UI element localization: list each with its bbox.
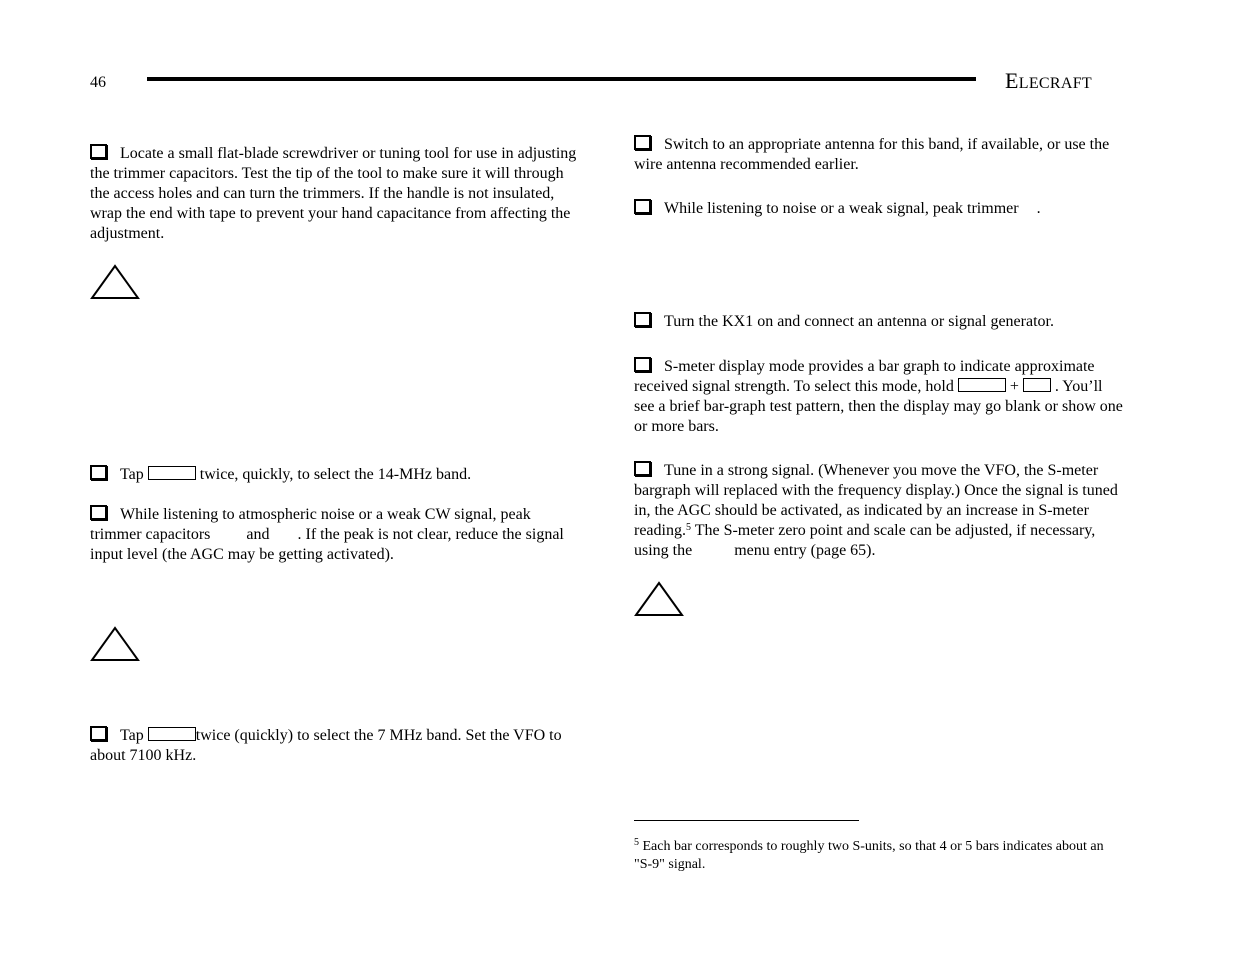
key-box [148,466,196,480]
step-peak-trimmers-14mhz [90,505,580,565]
page-number: 46 [90,74,106,91]
step-text: twice, quickly, to select the 14-MHz band. [199,466,472,483]
step-text: Locate a small flat-blade screwdriver or tuning tool for use in adjusting the trimmer capacitors. Test the tip of the tool to make sure it will through the access holes and can turn the trimmers. If the handle is not insulated, wrap the end with tape to prevent your hand capacitance from affecting the adjustment. [90,145,577,242]
brand-name [1005,68,1092,97]
checkbox-icon[interactable] [90,726,107,741]
checkbox-icon[interactable] [634,312,651,327]
footnote [634,838,1114,874]
step-text: Tune in a strong signal. (Whenever you move the VFO, the S-meter bargraph will replaced with the frequency display.) Once the signal is tuned in, the AGC should be activated, as indicated by an increase in S-meter reading. [634,462,1118,539]
footnote-ref: 5 [685,522,691,533]
step-locate-screwdriver [90,144,580,244]
step-text: . If the peak is not clear, reduce the signal input level (the AGC may be getting activated). [90,526,564,563]
header-rule [147,77,976,81]
warning-triangle-icon [634,581,684,617]
step-peak-trimmer [634,199,1124,219]
step-text: . You’ll see a brief bar-graph test pattern, then the display may go blank or show one or more bars. [634,378,1123,435]
step-tune-signal [634,461,1124,561]
step-text: . [1036,200,1041,217]
step-text: Turn the KX1 on and connect an antenna or signal generator. [664,313,1054,330]
step-text: menu entry (page 65). [734,542,876,559]
checkbox-icon[interactable] [634,199,651,214]
brand-initial: E [1005,68,1019,93]
step-text: While listening to atmospheric noise or a weak CW signal, peak trimmer capacitors [90,506,531,543]
checkbox-icon[interactable] [90,144,107,159]
checkbox-icon[interactable] [90,465,107,480]
step-turn-on [634,312,1124,332]
step-text: and [246,526,270,543]
checkbox-icon[interactable] [634,461,651,476]
key-box [958,378,1006,392]
footnote-text: Each bar corresponds to roughly two S-units, so that 4 or 5 bars indicates about an "S-9" signal. [634,839,1104,872]
step-smeter-mode [634,357,1124,437]
footnote-marker: 5 [634,837,639,848]
warning-triangle-icon [90,626,140,662]
warning-triangle-icon [90,264,140,300]
checkbox-icon[interactable] [634,357,651,372]
step-text: The S-meter zero point and scale can be adjusted, if necessary, using the [634,522,1096,559]
step-text: Tap [120,727,144,744]
step-text: S-meter display mode provides a bar graph to indicate approximate received signal strength. To select this mode, hold [634,358,1095,395]
checkbox-icon[interactable] [90,505,107,520]
key-box [148,727,196,741]
step-text: twice (quickly) to select the 7 MHz band. Set the VFO to about 7100 kHz. [90,727,562,764]
checkbox-icon[interactable] [634,135,651,150]
brand-rest: LECRAFT [1018,75,1092,92]
key-box [1023,378,1051,392]
step-tap-14mhz [90,465,580,485]
step-text: Switch to an appropriate antenna for this band, if available, or use the wire antenna recommended earlier. [634,136,1110,173]
step-text: While listening to noise or a weak signal, peak trimmer [664,200,1019,217]
step-tap-7mhz [90,726,580,766]
step-switch-antenna [634,135,1124,175]
footnote-rule [634,820,859,821]
plus-sign: + [1009,378,1019,395]
step-text: Tap [120,466,144,483]
